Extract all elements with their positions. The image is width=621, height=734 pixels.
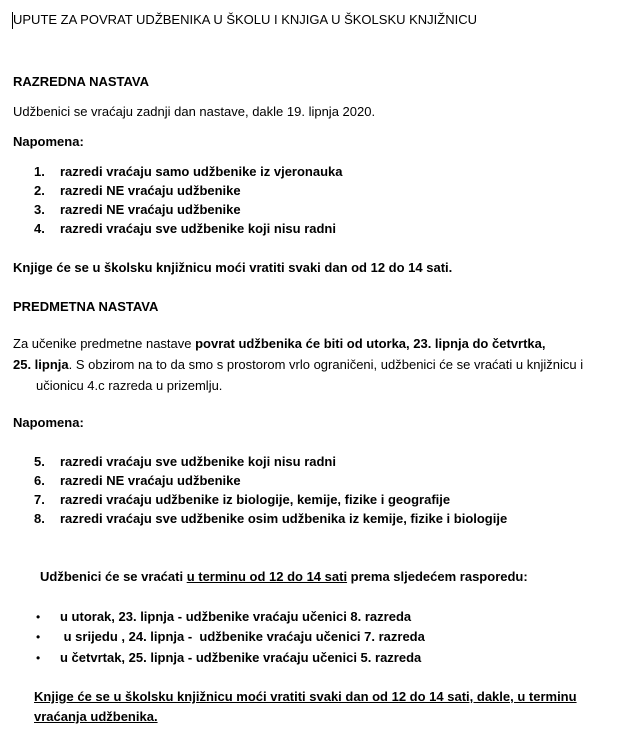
para-bold: povrat udžbenika će biti od utorka, 23. lipnja do četvrtka, — [195, 336, 546, 351]
final-note-line2: vraćanja udžbenika. — [34, 709, 158, 724]
list-number: 7. — [34, 492, 45, 507]
schedule-post: prema sljedećem rasporedu: — [347, 569, 528, 584]
list-number: 5. — [34, 454, 45, 469]
para-bold-date: 25. lipnja — [13, 357, 69, 372]
para-start: Za učenike predmetne nastave — [13, 336, 196, 351]
schedule-pre: Udžbenici će se vraćati — [40, 569, 187, 584]
list-item: razredi NE vraćaju udžbenike — [60, 202, 241, 217]
library-note: Knjige će se u školsku knjižnicu moći vratiti svaki dan od 12 do 14 sati. — [13, 260, 453, 275]
section1-intro: Udžbenici se vraćaju zadnji dan nastave, dakle 19. lipnja 2020. — [13, 104, 376, 119]
list-item: razredi vraćaju samo udžbenike iz vjeronauka — [60, 164, 343, 179]
final-note-line1: Knjige će se u školsku knjižnicu moći vratiti svaki dan od 12 do 14 sati, dakle, u terminu — [34, 689, 577, 704]
bullet-icon: • — [36, 651, 41, 665]
list-item: razredi vraćaju udžbenike iz biologije, kemije, fizike i geografije — [60, 492, 451, 507]
list-item: razredi NE vraćaju udžbenike — [60, 183, 241, 198]
list-item: razredi vraćaju sve udžbenike koji nisu radni — [60, 221, 336, 236]
schedule-item: u četvrtak, 25. lipnja - udžbenike vraćaju učenici 5. razreda — [60, 650, 422, 665]
list-item: razredi vraćaju sve udžbenike osim udžbenika iz kemije, fizike i biologije — [60, 511, 508, 526]
section2-paragraph-line2 — [13, 357, 583, 373]
section2-note-label: Napomena: — [13, 415, 84, 430]
section2-paragraph-line1 — [13, 336, 545, 352]
section-heading-predmetna: PREDMETNA NASTAVA — [13, 299, 159, 314]
list-number: 6. — [34, 473, 45, 488]
bullet-icon: • — [36, 630, 41, 644]
section1-note-label: Napomena: — [13, 134, 84, 149]
list-number: 1. — [34, 164, 45, 179]
section-heading-razredna: RAZREDNA NASTAVA — [13, 74, 150, 89]
bullet-icon: • — [36, 610, 41, 624]
section2-paragraph-line3: učionicu 4.c razreda u prizemlju. — [36, 378, 223, 393]
document-title: UPUTE ZA POVRAT UDŽBENIKA U ŠKOLU I KNJIGA U ŠKOLSKU KNJIŽNICU — [13, 12, 478, 27]
schedule-item: u utorak, 23. lipnja - udžbenike vraćaju učenici 8. razreda — [60, 609, 412, 624]
list-number: 3. — [34, 202, 45, 217]
list-number: 2. — [34, 183, 45, 198]
list-item: razredi vraćaju sve udžbenike koji nisu radni — [60, 454, 336, 469]
schedule-intro — [40, 569, 528, 585]
list-item: razredi NE vraćaju udžbenike — [60, 473, 241, 488]
schedule-item: u srijedu , 24. lipnja - udžbenike vraćaju učenici 7. razreda — [60, 629, 425, 644]
list-number: 8. — [34, 511, 45, 526]
para-rest: . S obzirom na to da smo s prostorom vrlo ograničeni, udžbenici će se vraćati u knjižnicu i — [68, 357, 584, 372]
schedule-time: u terminu od 12 do 14 sati — [186, 569, 348, 584]
list-number: 4. — [34, 221, 45, 236]
